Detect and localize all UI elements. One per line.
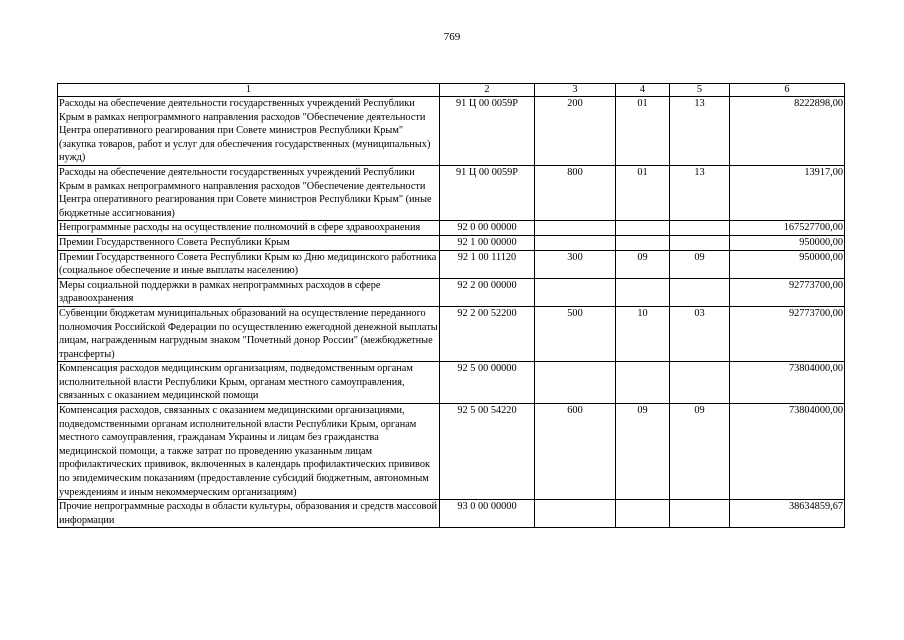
row-subsection: 03: [670, 306, 730, 361]
row-expense-type: [535, 278, 616, 306]
row-amount: 167527700,00: [730, 221, 845, 236]
row-section: [616, 362, 670, 404]
row-section: [616, 278, 670, 306]
col-header-1: 1: [58, 84, 440, 97]
row-code: 92 0 00 00000: [440, 221, 535, 236]
row-expense-type: 300: [535, 250, 616, 278]
row-expense-type: [535, 221, 616, 236]
table-row: [58, 278, 845, 306]
row-expense-type: [535, 235, 616, 250]
table-row: [58, 500, 845, 528]
col-header-6: 6: [730, 84, 845, 97]
row-expense-type: [535, 362, 616, 404]
row-expense-type: 200: [535, 97, 616, 166]
budget-table: [57, 83, 845, 528]
row-description: Компенсация расходов медицинским организациям, подведомственным органам исполнительной власти Республики Крым, органам местного самоуправления, связанных с оказанием медицинской помощи: [58, 362, 440, 404]
row-code: 92 2 00 00000: [440, 278, 535, 306]
row-code: 91 Ц 00 0059Р: [440, 97, 535, 166]
row-amount: 950000,00: [730, 250, 845, 278]
row-expense-type: 500: [535, 306, 616, 361]
table-row: [58, 221, 845, 236]
page-number: 769: [443, 31, 461, 43]
row-code: 92 1 00 00000: [440, 235, 535, 250]
row-amount: 92773700,00: [730, 306, 845, 361]
row-section: 10: [616, 306, 670, 361]
row-description: Непрограммные расходы на осуществление полномочий в сфере здравоохранения: [58, 221, 440, 236]
row-code: 92 2 00 52200: [440, 306, 535, 361]
row-amount: 73804000,00: [730, 362, 845, 404]
table-row: [58, 306, 845, 361]
col-header-3: 3: [535, 84, 616, 97]
row-description: Расходы на обеспечение деятельности государственных учреждений Республики Крым в рамках непрограммного направления расходов "Обеспечение деятельности Центра оперативного реагирования при Совете министров Республики Крым" (закупка товаров, работ и услуг для обеспечения государственных (муниципальных) нужд): [58, 97, 440, 166]
row-subsection: [670, 221, 730, 236]
row-subsection: 09: [670, 404, 730, 500]
row-section: 01: [616, 97, 670, 166]
table-row: [58, 97, 845, 166]
col-header-4: 4: [616, 84, 670, 97]
row-section: [616, 235, 670, 250]
table-row: [58, 165, 845, 220]
row-expense-type: [535, 500, 616, 528]
row-subsection: [670, 235, 730, 250]
row-section: 09: [616, 404, 670, 500]
row-subsection: 13: [670, 97, 730, 166]
row-section: 01: [616, 165, 670, 220]
row-subsection: [670, 500, 730, 528]
row-code: 92 5 00 00000: [440, 362, 535, 404]
row-description: Премии Государственного Совета Республики Крым ко Дню медицинского работника (социальное обеспечение и иные выплаты населению): [58, 250, 440, 278]
row-subsection: 09: [670, 250, 730, 278]
row-amount: 13917,00: [730, 165, 845, 220]
row-section: [616, 221, 670, 236]
row-description: Меры социальной поддержки в рамках непрограммных расходов в сфере здравоохранения: [58, 278, 440, 306]
row-code: 92 1 00 11120: [440, 250, 535, 278]
row-section: [616, 500, 670, 528]
row-description: Субвенции бюджетам муниципальных образований на осуществление переданного полномочия Российской Федерации по осуществлению ежегодной денежной выплаты лицам, награжденным нагрудным знаком "Почетный донор России" (межбюджетные трансферты): [58, 306, 440, 361]
row-description: Расходы на обеспечение деятельности государственных учреждений Республики Крым в рамках непрограммного направления расходов "Обеспечение деятельности Центра оперативного реагирования при Совете министров Республики Крым" (иные бюджетные ассигнования): [58, 165, 440, 220]
row-subsection: [670, 278, 730, 306]
row-description: Премии Государственного Совета Республики Крым: [58, 235, 440, 250]
row-section: 09: [616, 250, 670, 278]
col-header-2: 2: [440, 84, 535, 97]
row-amount: 38634859,67: [730, 500, 845, 528]
row-description: Прочие непрограммные расходы в области культуры, образования и средств массовой информации: [58, 500, 440, 528]
row-subsection: 13: [670, 165, 730, 220]
row-description: Компенсация расходов, связанных с оказанием медицинскими организациями, подведомственными органам исполнительной власти Республики Крым, органам местного самоуправления, гражданам Украины и лицам без гражданства медицинской помощи, а также затрат по проведению указанным лицам профилактических прививок, включенных в календарь профилактических прививок по эпидемическим показаниям (предоставление субсидий бюджетным, автономным учреждениям и иным некоммерческим организациям): [58, 404, 440, 500]
row-amount: 73804000,00: [730, 404, 845, 500]
row-code: 92 5 00 54220: [440, 404, 535, 500]
table-row: [58, 250, 845, 278]
row-expense-type: 600: [535, 404, 616, 500]
row-amount: 8222898,00: [730, 97, 845, 166]
row-expense-type: 800: [535, 165, 616, 220]
col-header-5: 5: [670, 84, 730, 97]
row-code: 91 Ц 00 0059Р: [440, 165, 535, 220]
row-amount: 92773700,00: [730, 278, 845, 306]
table-row: [58, 362, 845, 404]
table-header-row: [58, 84, 845, 97]
table-row: [58, 404, 845, 500]
row-code: 93 0 00 00000: [440, 500, 535, 528]
row-subsection: [670, 362, 730, 404]
table-row: [58, 235, 845, 250]
row-amount: 950000,00: [730, 235, 845, 250]
